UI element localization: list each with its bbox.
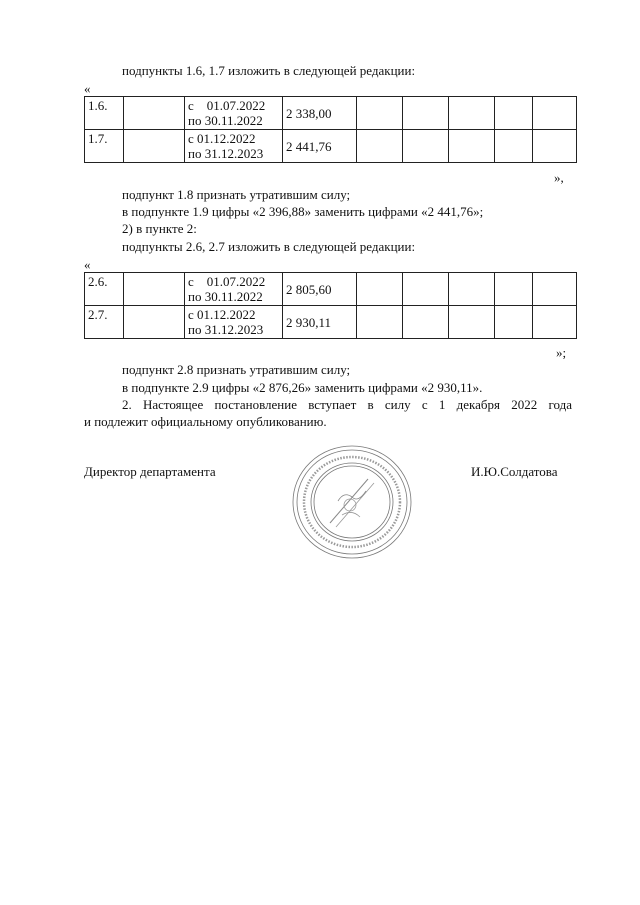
open-quote-2: « [84,257,91,272]
official-stamp-seal [290,443,414,561]
text-line: подпункты 2.6, 2.7 изложить в следующей редакции: [122,239,416,254]
paragraph-line-1: 2. Настоящее постановление вступает в силу с 1 декабря 2022 года [122,397,572,412]
period-cell [185,273,283,306]
period-from: с 01.12.2022 [188,131,256,146]
text-line: подпункт 1.8 признать утратившим силу; [122,187,351,202]
signatory-name: И.Ю.Солдатова [471,464,558,479]
tariff-value: 2 338,00 [283,97,357,130]
close-quote-1: », [554,170,564,185]
row-number: 1.7. [85,130,124,163]
row-number: 1.6. [85,97,124,130]
table-row [85,97,577,130]
text-line: 2) в пункте 2: [122,221,197,236]
period-from: с 01.07.2022 [188,98,266,113]
paragraph-line-2: и подлежит официальному опубликованию. [84,414,327,429]
table-row [85,130,577,163]
block1-intro: подпункты 1.6, 1.7 изложить в следующей редакции: [122,63,416,78]
open-quote-1: « [84,81,91,96]
period-to: по 30.11.2022 [188,113,263,128]
tariff-value: 2 805,60 [283,273,357,306]
text-line: подпункт 2.8 признать утратившим силу; [122,362,351,377]
table-row [85,306,577,339]
period-cell [185,130,283,163]
period-to: по 30.11.2022 [188,289,263,304]
table-1 [84,96,577,163]
table-row [85,273,577,306]
period-from: с 01.07.2022 [188,274,266,289]
period-cell [185,306,283,339]
close-quote-2: »; [556,345,567,360]
table-2 [84,272,577,339]
signatory-position: Директор департамента [84,464,216,479]
period-from: с 01.12.2022 [188,307,256,322]
tariff-value: 2 441,76 [283,130,357,163]
period-cell [185,97,283,130]
text-line: в подпункте 1.9 цифры «2 396,88» заменить цифрами «2 441,76»; [122,204,484,219]
row-number: 2.7. [85,306,124,339]
period-to: по 31.12.2023 [188,322,264,337]
row-number: 2.6. [85,273,124,306]
text-line: в подпункте 2.9 цифры «2 876,26» заменить цифрами «2 930,11». [122,380,483,395]
tariff-value: 2 930,11 [283,306,357,339]
period-to: по 31.12.2023 [188,146,264,161]
